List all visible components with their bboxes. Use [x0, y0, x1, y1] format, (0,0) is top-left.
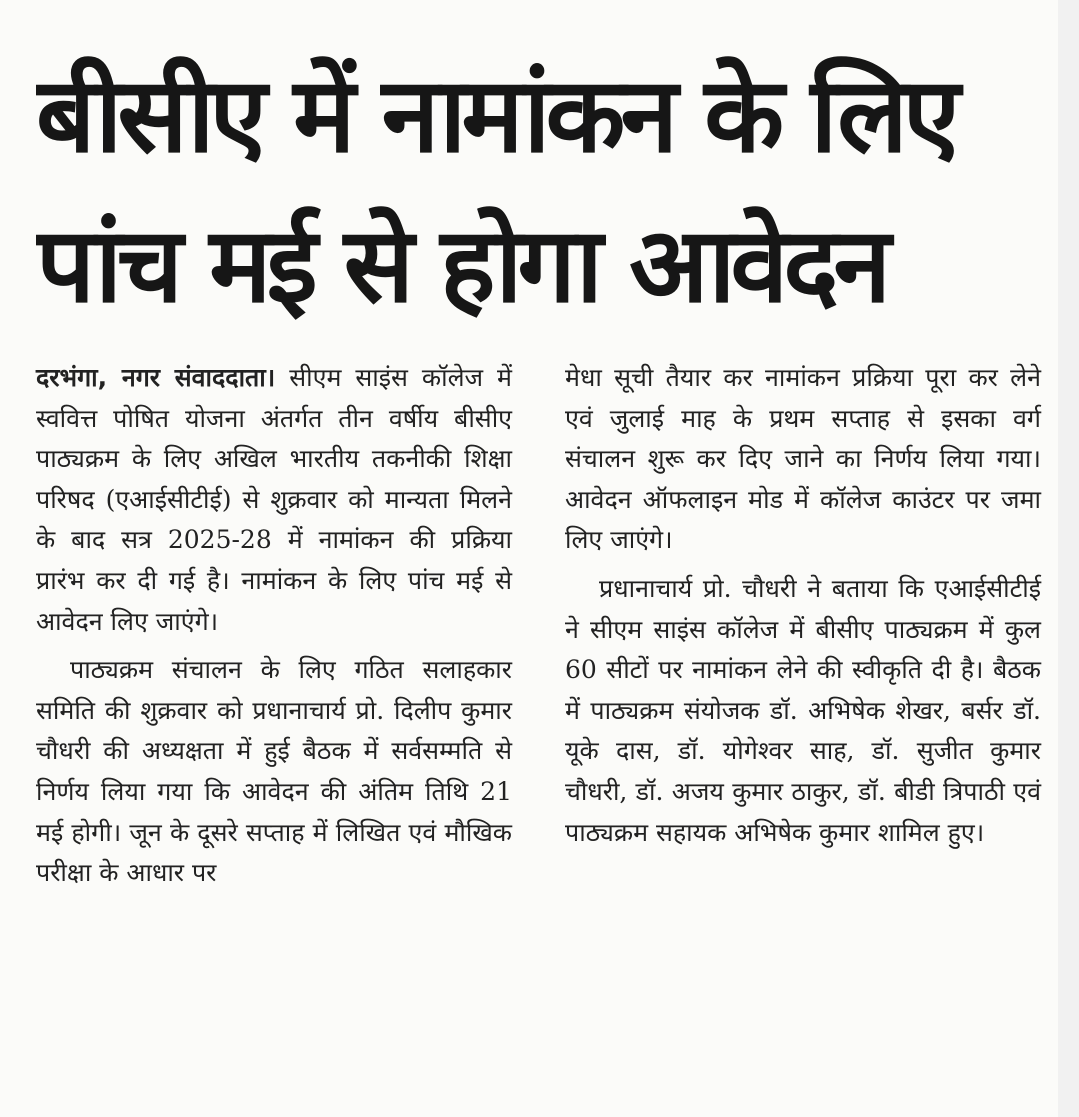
article-column-right [565, 358, 1041, 853]
article-paragraph-2: पाठ्यक्रम संचालन के लिए गठित सलाहकार समिति की शुक्रवार को प्रधानाचार्य प्रो. दिलीप कुमार चौधरी की अध्यक्षता में हुई बैठक में सर्वसम्मति से निर्णय लिया गया कि आवेदन की अंतिम तिथि 21 मई होगी। जून के दूसरे सप्ताह में लिखित एवं मौखिक परीक्षा के आधार पर [36, 655, 512, 888]
article-paragraph-3: प्रधानाचार्य प्रो. चौधरी ने बताया कि एआईसीटीई ने सीएम साइंस कॉलेज में बीसीए पाठ्यक्रम में कुल 60 सीटों पर नामांकन लेने की स्वीकृति दी है। बैठक में पाठ्यक्रम संयोजक डॉ. अभिषेक शेखर, बर्सर डॉ. यूके दास, डॉ. योगेश्वर साह, डॉ. सुजीत कुमार चौधरी, डॉ. अजय कुमार ठाकुर, डॉ. बीडी त्रिपाठी एवं पाठ्यक्रम सहायक अभिषेक कुमार शामिल हुए। [565, 573, 1041, 847]
dateline: दरभंगा, नगर संवाददाता। [36, 363, 276, 392]
article-paragraph-2-continued: मेधा सूची तैयार कर नामांकन प्रक्रिया पूरा कर लेने एवं जुलाई माह के प्रथम सप्ताह से इसका वर्ग संचालन शुरू कर दिए जाने का निर्णय लिया गया। आवेदन ऑफलाइन मोड में कॉलेज काउंटर पर जमा लिए जाएंगे। [565, 363, 1041, 555]
article-column-left [36, 358, 512, 894]
page-margin [1058, 0, 1079, 1117]
headline-line-2: पांच मई से होगा आवेदन [36, 204, 887, 326]
article-paragraph-1 [36, 358, 512, 642]
headline-line-1: बीसीए में नामांकन के लिए [36, 54, 956, 176]
paragraph-1-text: सीएम साइंस कॉलेज में स्ववित्त पोषित योजना अंतर्गत तीन वर्षीय बीसीए पाठ्यक्रम के लिए अखिल भारतीय तकनीकी शिक्षा परिषद (एआईसीटीई) से शुक्रवार को मान्यता मिलने के बाद सत्र 2025-28 में नामांकन की प्रक्रिया प्रारंभ कर दी गई है। नामांकन के लिए पांच मई से आवेदन लिए जाएंगे। [36, 363, 512, 636]
headline [36, 40, 1046, 340]
